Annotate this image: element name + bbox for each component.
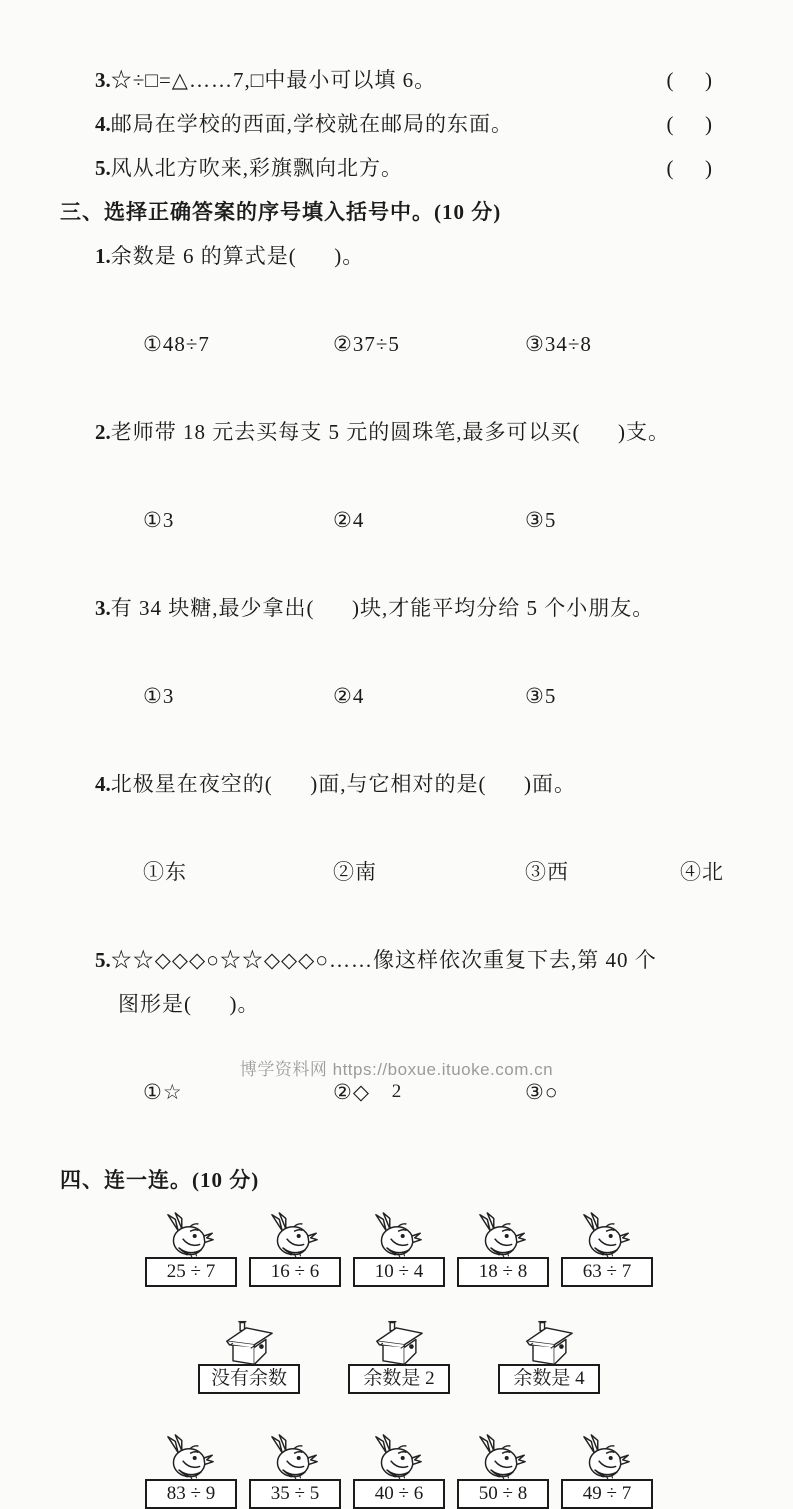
option-2: ②4 — [333, 508, 365, 532]
question-number: 3. — [95, 596, 111, 620]
bird-icon — [474, 1434, 532, 1482]
page-footer — [0, 1060, 793, 1104]
bird-icon — [370, 1434, 428, 1482]
question-3-options — [60, 630, 738, 762]
option-1: ①☆ — [143, 1080, 183, 1104]
match-item — [249, 1212, 341, 1287]
option-3: ③○ — [525, 1080, 559, 1104]
division-box: 10 ÷ 4 — [353, 1257, 445, 1287]
division-box: 25 ÷ 7 — [145, 1257, 237, 1287]
division-box: 49 ÷ 7 — [561, 1479, 653, 1509]
option-3: ③5 — [525, 508, 557, 532]
judge-item-4 — [60, 102, 738, 146]
match-item — [353, 1434, 445, 1509]
question-number: 5. — [95, 948, 111, 972]
division-box: 16 ÷ 6 — [249, 1257, 341, 1287]
match-target — [198, 1319, 300, 1394]
question-4: 4.北极星在夜空的( )面,与它相对的是( )面。 — [95, 772, 576, 796]
question-number: 2. — [95, 420, 111, 444]
page-number: 2 — [391, 1081, 402, 1102]
question-3: 3.有 34 块糖,最少拿出( )块,才能平均分给 5 个小朋友。 — [95, 596, 655, 620]
category-box: 余数是 4 — [498, 1364, 600, 1394]
answer-paren: ( ) — [666, 156, 712, 180]
category-box: 没有余数 — [198, 1364, 300, 1394]
option-1: ①东 — [143, 860, 187, 884]
watermark-site-url: 博学资料网 https://boxue.ituoke.com.cn — [239, 1060, 554, 1079]
bird-icon — [162, 1212, 220, 1260]
division-box: 50 ÷ 8 — [457, 1479, 549, 1509]
question-5: 5.☆☆◇◇◇○☆☆◇◇◇○……像这样依次重复下去,第 40 个 — [95, 948, 657, 972]
division-box: 40 ÷ 6 — [353, 1479, 445, 1509]
judge-item-5 — [60, 146, 738, 190]
question-5-line2: 图形是( )。 — [118, 992, 260, 1016]
bird-icon — [266, 1434, 324, 1482]
option-2: ②37÷5 — [333, 332, 400, 356]
judge-text: 3.☆÷□=△……7,□中最小可以填 6。 — [95, 68, 437, 92]
match-item — [561, 1212, 653, 1287]
question-2: 2.老师带 18 元去买每支 5 元的圆珠笔,最多可以买( )支。 — [95, 420, 670, 444]
option-3: ③5 — [525, 684, 557, 708]
question-2-options — [60, 454, 738, 586]
match-item — [457, 1434, 549, 1509]
match-item — [145, 1434, 237, 1509]
matching-exercise — [60, 1212, 738, 1509]
answer-paren: ( ) — [666, 112, 712, 136]
bird-icon — [370, 1212, 428, 1260]
house-icon — [371, 1319, 427, 1367]
match-item — [145, 1212, 237, 1287]
section3-heading: 三、选择正确答案的序号填入括号中。(10 分) — [60, 200, 502, 224]
match-item — [353, 1212, 445, 1287]
judge-text: 5.风从北方吹来,彩旗飘向北方。 — [95, 156, 403, 180]
option-3: ③34÷8 — [525, 332, 592, 356]
bird-icon — [578, 1434, 636, 1482]
match-target — [348, 1319, 450, 1394]
option-1: ①48÷7 — [143, 332, 210, 356]
item-number: 3. — [95, 68, 111, 92]
match-target — [498, 1319, 600, 1394]
section4-heading: 四、连一连。(10 分) — [60, 1168, 260, 1192]
bird-icon — [162, 1434, 220, 1482]
bird-icon — [266, 1212, 324, 1260]
question-number: 4. — [95, 772, 111, 796]
division-row-top — [60, 1212, 738, 1287]
bird-icon — [474, 1212, 532, 1260]
option-3: ③西 — [525, 860, 569, 884]
category-box: 余数是 2 — [348, 1364, 450, 1394]
question-1: 1.余数是 6 的算式是( )。 — [95, 244, 365, 268]
option-2: ②南 — [333, 860, 377, 884]
judge-item-3 — [60, 58, 738, 102]
item-number: 4. — [95, 112, 111, 136]
division-box: 18 ÷ 8 — [457, 1257, 549, 1287]
match-item — [249, 1434, 341, 1509]
bird-icon — [578, 1212, 636, 1260]
question-number: 1. — [95, 244, 111, 268]
division-box: 35 ÷ 5 — [249, 1479, 341, 1509]
option-1: ①3 — [143, 684, 175, 708]
match-item — [457, 1212, 549, 1287]
option-1: ①3 — [143, 508, 175, 532]
answer-paren: ( ) — [666, 68, 712, 92]
division-row-bottom — [60, 1434, 738, 1509]
house-icon — [221, 1319, 277, 1367]
division-box: 63 ÷ 7 — [561, 1257, 653, 1287]
option-2: ②◇ — [333, 1080, 370, 1104]
item-number: 5. — [95, 156, 111, 180]
match-item — [561, 1434, 653, 1509]
option-4: ④北 — [680, 860, 724, 884]
question-4-options — [60, 806, 738, 938]
judge-text: 4.邮局在学校的西面,学校就在邮局的东面。 — [95, 112, 513, 136]
house-icon — [521, 1319, 577, 1367]
remainder-category-row — [60, 1319, 738, 1394]
option-2: ②4 — [333, 684, 365, 708]
question-1-options — [60, 278, 738, 410]
division-box: 83 ÷ 9 — [145, 1479, 237, 1509]
